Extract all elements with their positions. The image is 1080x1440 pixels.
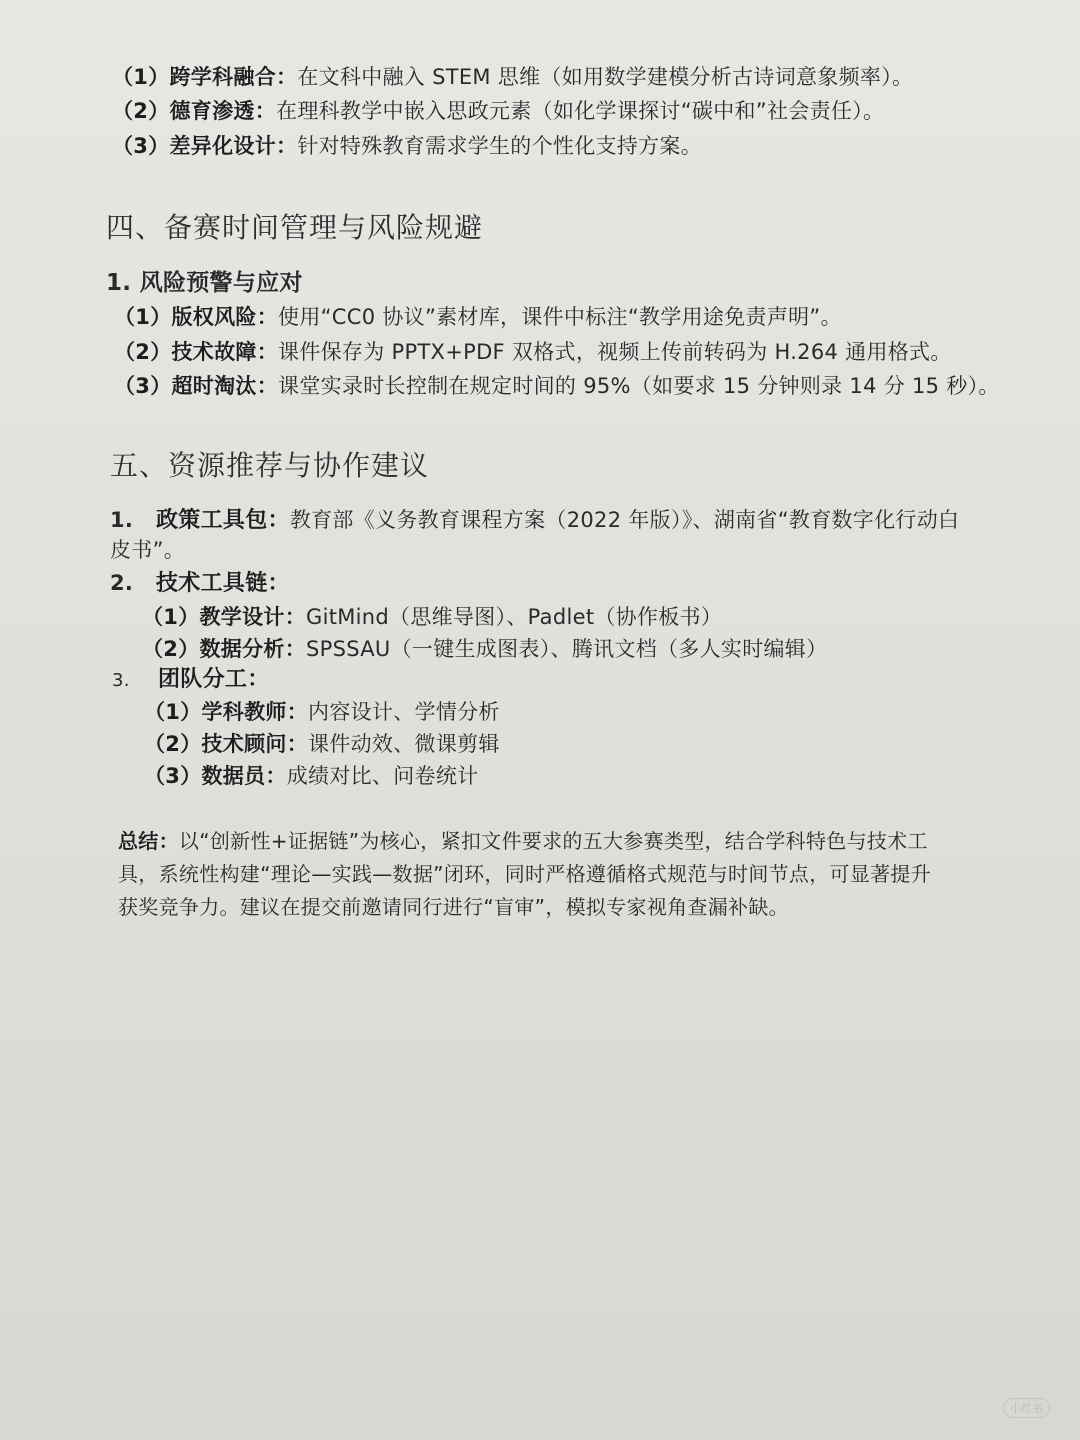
team-item-3-label: （3）数据员：	[144, 764, 287, 788]
risk-item-1	[114, 302, 842, 332]
risk-item-3	[114, 371, 1000, 401]
policy-toolkit-text: 教育部《义务教育课程方案（2022 年版）》、湖南省“教育数字化行动白	[289, 508, 960, 532]
risk-item-2-label: （2）技术故障：	[114, 340, 279, 364]
team-item-1-text: 内容设计、学情分析	[308, 700, 500, 724]
intro-item-1-label: （1）跨学科融合：	[112, 65, 298, 89]
intro-item-2	[112, 96, 884, 126]
intro-item-1-text: 在文科中融入 STEM 思维（如用数学建模分析古诗词意象频率）。	[297, 65, 914, 89]
team-item-1-label: （1）学科教师：	[144, 700, 309, 724]
summary-text-1: 以“创新性+证据链”为核心，紧扣文件要求的五大参赛类型，结合学科特色与技术工	[178, 829, 928, 853]
team-item-3-text: 成绩对比、问卷统计	[286, 764, 479, 788]
summary-line-2: 具，系统性构建“理论—实践—数据”闭环，同时严格遵循格式规范与时间节点，可显著提升	[118, 862, 932, 886]
policy-toolkit-line-1	[110, 505, 959, 536]
policy-toolkit-line-2: 皮书”。	[110, 538, 186, 562]
tech-tool-item-2-text: SPSSAU（一键生成图表）、腾讯文档（多人实时编辑）	[306, 637, 828, 661]
tech-tool-item-1-text: GitMind（思维导图）、Padlet（协作板书）	[306, 605, 723, 629]
intro-item-3	[112, 131, 702, 161]
summary-line-1	[118, 826, 928, 856]
watermark-badge: 小红书	[1003, 1398, 1050, 1418]
team-item-2	[144, 729, 500, 759]
intro-item-3-text: 针对特殊教育需求学生的个性化支持方案。	[297, 134, 703, 158]
team-item-2-text: 课件动效、微课剪辑	[308, 732, 500, 756]
tech-toolchain-heading	[110, 568, 290, 599]
section-4-title: 四、备赛时间管理与风险规避	[106, 211, 484, 244]
risk-item-1-text: 使用“CC0 协议”素材库，课件中标注“教学用途免责声明”。	[278, 305, 842, 329]
tech-toolchain-label: 技术工具链：	[156, 571, 290, 596]
risk-item-3-text: 课堂实录时长控制在规定时间的 95%（如要求 15 分钟则录 14 分 15 秒）。	[278, 374, 1000, 398]
team-division-heading	[112, 664, 270, 696]
section-4-subtitle: 1. 风险预警与应对	[106, 270, 303, 296]
tech-toolchain-number: 2.	[110, 571, 134, 595]
tech-tool-item-1-label: （1）教学设计：	[142, 605, 307, 629]
intro-item-2-label: （2）德育渗透：	[112, 99, 277, 123]
summary-line-3: 获奖竞争力。建议在提交前邀请同行进行“盲审”，模拟专家视角查漏补缺。	[118, 895, 789, 919]
policy-toolkit-number: 1.	[110, 508, 134, 532]
intro-item-2-text: 在理科教学中嵌入思政元素（如化学课探讨“碳中和”社会责任）。	[276, 99, 885, 123]
team-division-number: 3.	[112, 670, 130, 691]
tech-tool-item-2-label: （2）数据分析：	[142, 637, 307, 661]
risk-item-2-text: 课件保存为 PPTX+PDF 双格式，视频上传前转码为 H.264 通用格式。	[278, 340, 952, 364]
intro-item-1	[112, 62, 913, 92]
section-5-title: 五、资源推荐与协作建议	[110, 449, 430, 482]
summary-label: 总结：	[118, 829, 179, 853]
tech-tool-item-2	[142, 634, 827, 664]
tech-tool-item-1	[142, 602, 722, 632]
team-item-1	[144, 697, 500, 727]
risk-item-3-label: （3）超时淘汰：	[114, 374, 279, 398]
risk-item-2	[114, 337, 952, 367]
team-item-3	[144, 761, 478, 791]
team-item-2-label: （2）技术顾问：	[144, 732, 309, 756]
policy-toolkit-label: 政策工具包：	[156, 508, 290, 533]
risk-item-1-label: （1）版权风险：	[114, 305, 279, 329]
team-division-label: 团队分工：	[158, 667, 270, 692]
intro-item-3-label: （3）差异化设计：	[112, 134, 298, 158]
